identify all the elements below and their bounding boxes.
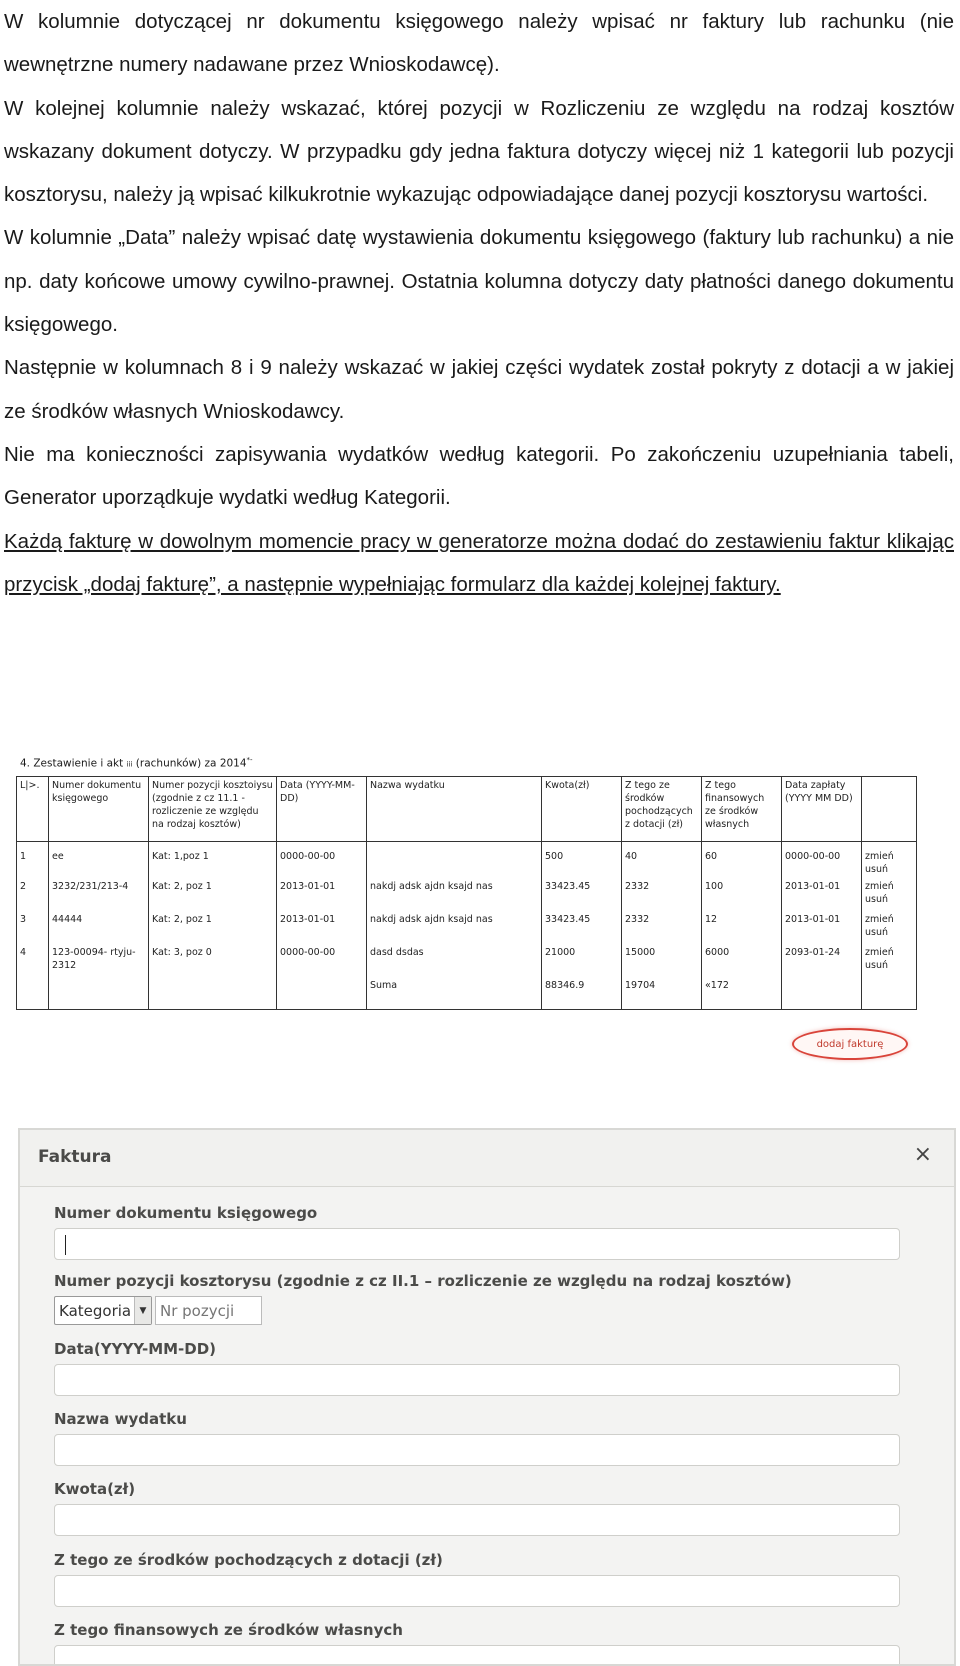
close-icon[interactable]: ×	[913, 1142, 932, 1167]
cell-name: nakdj adsk ajdn ksajd nas	[367, 878, 542, 911]
cell-position: Kat: 1,poz 1	[149, 841, 277, 878]
grant-share-label: Z tego ze środków pochodzących z dotacji (zł)	[54, 1551, 443, 1569]
table-title-sup: *-	[246, 756, 253, 764]
cell-grant: 2332	[622, 878, 702, 911]
dialog-title: Faktura	[38, 1147, 112, 1167]
edit-link[interactable]: zmień	[865, 880, 894, 892]
header-actions	[862, 776, 917, 841]
cell-doc: 123-00094- rtyju-2312	[49, 944, 149, 977]
cell-paid-date: 2013-01-01	[782, 911, 862, 944]
cell-position: Kat: 2, poz 1	[149, 878, 277, 911]
paragraph-add-invoice: Każdą fakturę w dowolnym momencie pracy w generatorze można dodać do zestawieniu faktur klikając przycisk „dodaj fakturę”, a następnie wypełniając formularz dla każdej kolejnej faktury.	[4, 529, 954, 596]
expense-name-label: Nazwa wydatku	[54, 1410, 187, 1428]
date-label: Data(YYYY-MM-DD)	[54, 1340, 217, 1358]
table-row	[17, 944, 917, 977]
cell-position: Kat: 2, poz 1	[149, 911, 277, 944]
cell-date: 2013-01-01	[277, 911, 367, 944]
cell-actions	[862, 841, 917, 878]
category-select[interactable]	[54, 1296, 152, 1325]
cell-paid-date: 2013-01-01	[782, 878, 862, 911]
cell-doc: ee	[49, 841, 149, 878]
cell-actions	[862, 944, 917, 977]
table-title-main: 4. Zestawienie i akt	[20, 757, 124, 770]
header-lp: L|>.	[17, 776, 49, 841]
paragraph-categories: Nie ma konieczności zapisywania wydatków według kategorii. Po zakończeniu uzupełniania tabeli, Generator uporządkuje wydatki według Kategorii.	[4, 442, 954, 510]
table-title-small: iii	[126, 760, 133, 769]
cell-own: 60	[702, 841, 782, 878]
table-title-rest: (rachunków) za 2014	[135, 757, 247, 770]
cell-lp: 3	[17, 911, 49, 944]
doc-number-label: Numer dokumentu księgowego	[54, 1204, 318, 1222]
sum-amount: 88346.9	[542, 977, 622, 1010]
cell-doc: 3232/231/213-4	[49, 878, 149, 911]
text-caret	[65, 1235, 66, 1255]
chevron-down-icon: ▼	[134, 1297, 151, 1324]
header-grant-share: Z tego ze środków pochodzących z dotacji (zł)	[622, 776, 702, 841]
table-sum-row	[17, 977, 917, 1010]
cell-name: dasd dsdas	[367, 944, 542, 977]
cell-grant: 2332	[622, 911, 702, 944]
cell-date: 2013-01-01	[277, 878, 367, 911]
grant-share-input[interactable]	[54, 1575, 900, 1607]
amount-label: Kwota(zł)	[54, 1480, 136, 1498]
table-row	[17, 878, 917, 911]
amount-input[interactable]	[54, 1504, 900, 1536]
header-amount: Kwota(zł)	[542, 776, 622, 841]
cell-own: 6000	[702, 944, 782, 977]
paragraph-columns-8-9: Następnie w kolumnach 8 i 9 należy wskazać w jakiej części wydatek został pokryty z dotacji a w jakiej ze środków własnych Wnioskodawcy.	[4, 356, 954, 423]
dialog-header	[20, 1130, 954, 1187]
cell-grant: 40	[622, 841, 702, 878]
sum-label: Suma	[367, 977, 542, 1010]
cell-name	[367, 841, 542, 878]
paragraph-cost-position: W kolejnej kolumnie należy wskazać, której pozycji w Rozliczeniu ze względu na rodzaj kosztów wskazany dokument dotyczy. W przypadku gdy jedna faktura dotyczy więcej niż 1 kategorii lub pozycji kosztorysu, należy ją wpisać kilkukrotnie wykazując odpowiadające danej pozycji kosztorysu wartości.	[4, 96, 954, 207]
header-cost-position: Numer pozycji kosztoiysu (zgodnie z cz 11.1 - rozliczenie ze względu na rodzaj kosztów)	[149, 776, 277, 841]
paragraph-date-column: W kolumnie „Data” należy wpisać datę wystawienia dokumentu księgowego (faktury lub rachunku) a nie np. daty końcowe umowy cywilno-prawnej. Ostatnia kolumna dotyczy daty płatności danego dokumentu księgowego.	[4, 226, 954, 337]
invoice-table-section	[16, 756, 916, 1010]
cell-position: Kat: 3, poz 0	[149, 944, 277, 977]
invoice-table	[16, 776, 917, 1011]
invoice-dialog	[18, 1128, 956, 1666]
doc-number-input[interactable]	[54, 1228, 900, 1260]
instruction-text	[4, 0, 954, 606]
cell-paid-date: 0000-00-00	[782, 841, 862, 878]
header-own-share: Z tego finansowych ze środków własnych	[702, 776, 782, 841]
add-invoice-button[interactable]: dodaj fakturę	[792, 1028, 908, 1060]
cell-lp: 1	[17, 841, 49, 878]
sum-grant: 19704	[622, 977, 702, 1010]
cell-lp: 2	[17, 878, 49, 911]
cell-name: nakdj adsk ajdn ksajd nas	[367, 911, 542, 944]
own-share-input[interactable]	[54, 1645, 900, 1666]
table-title	[20, 756, 916, 770]
cell-lp: 4	[17, 944, 49, 977]
cell-paid-date: 2093-01-24	[782, 944, 862, 977]
edit-link[interactable]: zmień	[865, 850, 894, 862]
cell-actions	[862, 878, 917, 911]
cell-amount: 21000	[542, 944, 622, 977]
cell-grant: 15000	[622, 944, 702, 977]
category-select-value: Kategoria	[59, 1301, 132, 1320]
header-date: Data (YYYY-MM-DD)	[277, 776, 367, 841]
paragraph-doc-number: W kolumnie dotyczącej nr dokumentu księgowego należy wpisać nr faktury lub rachunku (nie wewnętrzne numery nadawane przez Wnioskodawcę).	[4, 10, 954, 77]
position-number-input[interactable]	[155, 1296, 262, 1325]
cell-amount: 500	[542, 841, 622, 878]
delete-link[interactable]: usuń	[865, 926, 889, 938]
table-row	[17, 841, 917, 878]
cell-amount: 33423.45	[542, 911, 622, 944]
own-share-label: Z tego finansowych ze środków własnych	[54, 1621, 403, 1639]
header-expense-name: Nazwa wydatku	[367, 776, 542, 841]
edit-link[interactable]: zmień	[865, 913, 894, 925]
cell-own: 100	[702, 878, 782, 911]
cell-actions	[862, 911, 917, 944]
sum-own: «172	[702, 977, 782, 1010]
expense-name-input[interactable]	[54, 1434, 900, 1466]
cell-date: 0000-00-00	[277, 944, 367, 977]
cell-date: 0000-00-00	[277, 841, 367, 878]
header-doc-number: Numer dokumentu księgowego	[49, 776, 149, 841]
cell-own: 12	[702, 911, 782, 944]
cell-amount: 33423.45	[542, 878, 622, 911]
date-input[interactable]	[54, 1364, 900, 1396]
delete-link[interactable]: usuń	[865, 959, 889, 971]
table-header-row	[17, 776, 917, 841]
edit-link[interactable]: zmień	[865, 946, 894, 958]
header-payment-date: Data zapłaty (YYYY MM DD)	[782, 776, 862, 841]
cell-doc: 44444	[49, 911, 149, 944]
delete-link[interactable]: usuń	[865, 863, 889, 875]
table-row	[17, 911, 917, 944]
cost-position-label: Numer pozycji kosztorysu (zgodnie z cz II.1 – rozliczenie ze względu na rodzaj kosztów)	[54, 1272, 792, 1290]
delete-link[interactable]: usuń	[865, 893, 889, 905]
